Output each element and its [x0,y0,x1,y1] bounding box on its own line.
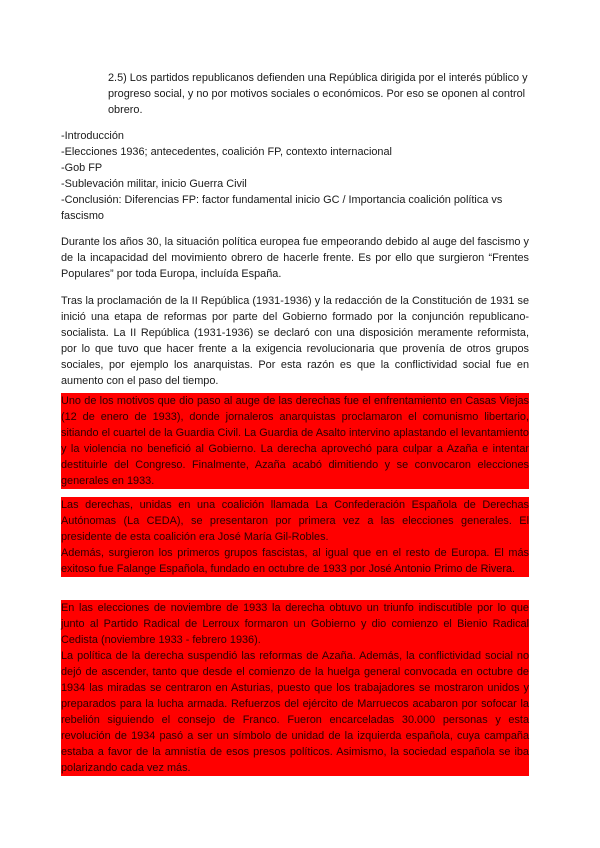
outline-item: -Conclusión: Diferencias FP: factor fundamental inicio GC / Importancia coalición política vs fascismo [61,194,503,222]
highlighted-section-bienio [61,600,529,776]
paragraph-intro-context: Durante los años 30, la situación política europea fue empeorando debido al auge del fascismo y de la incapacidad del movimiento obrero de hacerle frente. Es por ello que surgieron “Frentes Populares” por toda Europa, incluída España. [61,236,529,280]
highlighted-paragraph-elecciones-1933: En las elecciones de noviembre de 1933 la derecha obtuvo un triunfo indiscutible por lo que junto al Partido Radical de Lerroux formaron un Gobierno y dio comienzo el Bienio Radical Cedista (noviembre 1933 - febrero 1936). [61,602,529,646]
highlighted-paragraph-ceda: Las derechas, unidas en una coalición llamada La Confederación Española de Derechas Autónomas (La CEDA), se presentaron por primera vez a las elecciones generales. El presidente de esta coalición era José María Gil-Robles. [61,499,529,543]
outline-item: -Elecciones 1936; antecedentes, coalición FP, contexto internacional [61,146,392,158]
paragraph-second-republic: Tras la proclamación de la II República (1931-1936) y la redacción de la Constitución de 1931 se inició una etapa de reformas por parte del Gobierno formado por la conjunción republicano-socialista. La II República (1931-1936) se declaró con una disposición meramente reformista, por lo que tuvo que hacer frente a la exigencia revolucionaria que provenía de otros grupos sociales, por ejemplo los anarquistas. Por esta razón es que la conflictividad social fue en aumento con el paso del tiempo. [61,295,529,387]
outline-item: -Gob FP [61,162,103,174]
highlighted-paragraph-revolucion-1934: La política de la derecha suspendió las reformas de Azaña. Además, la conflictividad social no dejó de ascender, tanto que desde el comienzo de la huelga general convocada en octubre de 1934 las miradas se centraron en Asturias, puesto que los trabajadores se mostraron unidos y preparados para la lucha armada. Refuerzos del ejército de Marruecos acabaron por sofocar la rebelión siguiendo el consejo de Franco. Fueron encarceladas 30.000 personas y esta revolución de 1934 pasó a ser un símbolo de unidad de la izquierda española, cuya campaña estaba a favor de la amnistía de esos presos políticos. Asimismo, la sociedad española se iba polarizando cada vez más. [61,650,529,774]
outline-item: -Introducción [61,130,124,142]
highlighted-section-derechas [61,497,529,577]
highlighted-paragraph-casas-viejas: Uno de los motivos que dio paso al auge de las derechas fue el enfrentamiento en Casas Viejas (12 de enero de 1933), donde jornaleros anarquistas proclamaron el comunismo libertario, sitiando el cuartel de la Guardia Civil. La Guardia de Asalto intervino aplastando el levantamiento y la violencia no benefició al Gobierno. La derecha aprovechó para culpar a Azaña e intentar destituirle del Congreso. Finalmente, Azaña acabó dimitiendo y se convocaron elecciones generales en 1933. [61,395,529,487]
highlighted-paragraph-falange: Además, surgieron los primeros grupos fascistas, al igual que en el resto de Europa. El más exitoso fue Falange Española, fundado en octubre de 1933 por José Antonio Primo de Rivera. [61,547,529,575]
numbered-item-2-5: 2.5) Los partidos republicanos defienden una República dirigida por el interés público y progreso social, y no por motivos sociales o económicos. Por eso se oponen al control obrero. [108,72,528,116]
outline-list [61,128,529,224]
outline-item: -Sublevación militar, inicio Guerra Civil [61,178,247,190]
